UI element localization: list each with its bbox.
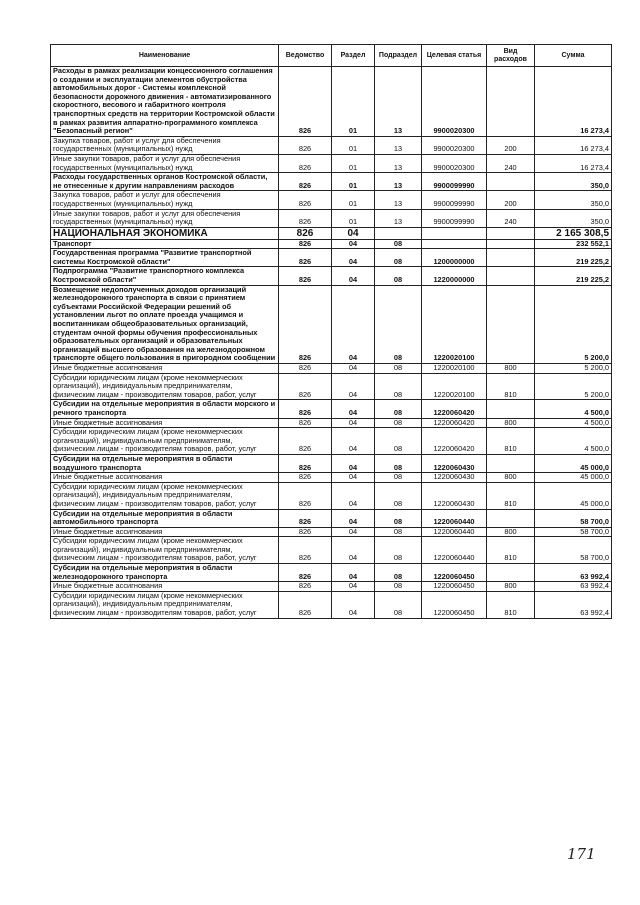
cell-dept: 826	[279, 154, 332, 172]
cell-subsection: 08	[375, 418, 422, 428]
table-row	[51, 173, 612, 191]
cell-section: 04	[332, 285, 375, 363]
cell-exp-type	[487, 239, 535, 249]
cell-target: 9900099990	[422, 191, 487, 209]
cell-subsection: 08	[375, 373, 422, 400]
cell-target: 9900020300	[422, 67, 487, 137]
cell-amount: 5 200,0	[535, 373, 612, 400]
cell-dept: 826	[279, 364, 332, 374]
cell-subsection: 13	[375, 154, 422, 172]
table-row	[51, 191, 612, 209]
cell-target: 1220000000	[422, 267, 487, 285]
cell-exp-type	[487, 285, 535, 363]
cell-subsection: 08	[375, 482, 422, 509]
cell-section: 04	[332, 267, 375, 285]
cell-subsection: 13	[375, 136, 422, 154]
cell-dept: 826	[279, 582, 332, 592]
table-row	[51, 136, 612, 154]
cell-amount: 16 273,4	[535, 67, 612, 137]
cell-name: Субсидии на отдельные мероприятия в области автомобильного транспорта	[51, 509, 279, 527]
cell-dept: 826	[279, 482, 332, 509]
cell-section: 04	[332, 454, 375, 472]
cell-section: 01	[332, 136, 375, 154]
cell-subsection: 08	[375, 249, 422, 267]
cell-amount: 5 200,0	[535, 364, 612, 374]
table-row	[51, 227, 612, 239]
cell-name: Расходы государственных органов Костромской области, не отнесенные к другим направлениям расходов	[51, 173, 279, 191]
cell-amount: 350,0	[535, 209, 612, 227]
table-row	[51, 249, 612, 267]
cell-subsection: 13	[375, 209, 422, 227]
cell-dept: 826	[279, 173, 332, 191]
header-target: Целевая статья	[422, 45, 487, 67]
budget-table	[50, 44, 612, 619]
cell-amount: 219 225,2	[535, 249, 612, 267]
cell-exp-type: 800	[487, 582, 535, 592]
cell-target: 1220060450	[422, 591, 487, 618]
cell-name: Иные закупки товаров, работ и услуг для обеспечения государственных (муниципальных) нужд	[51, 154, 279, 172]
cell-section: 04	[332, 364, 375, 374]
cell-name: Иные бюджетные ассигнования	[51, 582, 279, 592]
cell-amount: 16 273,4	[535, 154, 612, 172]
cell-dept: 826	[279, 227, 332, 239]
cell-amount: 58 700,0	[535, 527, 612, 537]
cell-exp-type	[487, 400, 535, 418]
cell-section: 04	[332, 527, 375, 537]
cell-name: Закупка товаров, работ и услуг для обеспечения государственных (муниципальных) нужд	[51, 191, 279, 209]
cell-subsection: 08	[375, 473, 422, 483]
cell-exp-type: 800	[487, 473, 535, 483]
header-subsection: Подраздел	[375, 45, 422, 67]
cell-subsection: 08	[375, 364, 422, 374]
header-dept: Ведомство	[279, 45, 332, 67]
cell-name: Субсидии юридическим лицам (кроме некоммерческих организаций), индивидуальным предпринимателям, физическим лицам - производителям товаров, работ, услуг	[51, 537, 279, 564]
cell-target	[422, 239, 487, 249]
header-exp-type: Вид расходов	[487, 45, 535, 67]
page-number: 171	[567, 845, 596, 863]
cell-amount: 45 000,0	[535, 454, 612, 472]
cell-name: Субсидии юридическим лицам (кроме некоммерческих организаций), индивидуальным предпринимателям, физическим лицам - производителям товаров, работ, услуг	[51, 428, 279, 455]
table-row	[51, 509, 612, 527]
cell-target: 1220020100	[422, 285, 487, 363]
cell-subsection: 08	[375, 428, 422, 455]
cell-name: Иные бюджетные ассигнования	[51, 364, 279, 374]
cell-subsection: 08	[375, 400, 422, 418]
cell-dept: 826	[279, 537, 332, 564]
cell-amount: 4 500,0	[535, 400, 612, 418]
cell-target: 1200000000	[422, 249, 487, 267]
cell-target: 1220020100	[422, 373, 487, 400]
cell-name: Иные закупки товаров, работ и услуг для обеспечения государственных (муниципальных) нужд	[51, 209, 279, 227]
cell-exp-type	[487, 67, 535, 137]
cell-target: 1220060450	[422, 564, 487, 582]
cell-exp-type: 810	[487, 373, 535, 400]
header-amount: Сумма	[535, 45, 612, 67]
cell-section: 04	[332, 537, 375, 564]
cell-name: Подпрограмма "Развитие транспортного комплекса Костромской области"	[51, 267, 279, 285]
cell-dept: 826	[279, 373, 332, 400]
cell-exp-type: 800	[487, 418, 535, 428]
cell-name: Иные бюджетные ассигнования	[51, 418, 279, 428]
cell-subsection: 08	[375, 509, 422, 527]
cell-target: 1220060420	[422, 428, 487, 455]
cell-name: Субсидии на отдельные мероприятия в области воздушного транспорта	[51, 454, 279, 472]
table-row	[51, 582, 612, 592]
cell-exp-type: 810	[487, 591, 535, 618]
cell-name: Транспорт	[51, 239, 279, 249]
table-row	[51, 364, 612, 374]
cell-exp-type: 240	[487, 154, 535, 172]
cell-dept: 826	[279, 209, 332, 227]
cell-name: Закупка товаров, работ и услуг для обеспечения государственных (муниципальных) нужд	[51, 136, 279, 154]
table-row	[51, 267, 612, 285]
cell-subsection: 13	[375, 173, 422, 191]
cell-name: Субсидии юридическим лицам (кроме некоммерческих организаций), индивидуальным предпринимателям, физическим лицам - производителям товаров, работ, услуг	[51, 591, 279, 618]
cell-subsection: 08	[375, 582, 422, 592]
table-body	[51, 67, 612, 619]
table-row	[51, 482, 612, 509]
cell-exp-type	[487, 454, 535, 472]
table-row	[51, 373, 612, 400]
cell-section: 01	[332, 154, 375, 172]
cell-exp-type: 810	[487, 428, 535, 455]
cell-amount: 63 992,4	[535, 591, 612, 618]
cell-amount: 16 273,4	[535, 136, 612, 154]
cell-target: 1220060430	[422, 454, 487, 472]
cell-name: Расходы в рамках реализации концессионного соглашения о создании и эксплуатации элементов обустройства автомобильных дорог - Системы комплексной безопасности дорожного движения - автоматизированного скоростного, весового и габаритного контроля транспортных средств на территории Костромской области в рамках развития аппаратно-программного комплекса "Безопасный регион"	[51, 67, 279, 137]
table-row	[51, 209, 612, 227]
table-header	[51, 45, 612, 67]
cell-subsection: 13	[375, 191, 422, 209]
cell-target: 9900020300	[422, 136, 487, 154]
cell-exp-type: 200	[487, 136, 535, 154]
cell-target: 1220060420	[422, 400, 487, 418]
cell-dept: 826	[279, 527, 332, 537]
cell-exp-type: 240	[487, 209, 535, 227]
table-row	[51, 454, 612, 472]
table-row	[51, 67, 612, 137]
cell-amount: 58 700,0	[535, 509, 612, 527]
cell-dept: 826	[279, 267, 332, 285]
cell-exp-type	[487, 249, 535, 267]
cell-subsection: 08	[375, 285, 422, 363]
cell-section: 01	[332, 191, 375, 209]
cell-name: Субсидии на отдельные мероприятия в области морского и речного транспорта	[51, 400, 279, 418]
cell-amount: 219 225,2	[535, 267, 612, 285]
cell-exp-type: 800	[487, 527, 535, 537]
cell-exp-type	[487, 267, 535, 285]
cell-subsection: 08	[375, 239, 422, 249]
cell-dept: 826	[279, 564, 332, 582]
cell-section: 04	[332, 373, 375, 400]
cell-section: 01	[332, 209, 375, 227]
cell-dept: 826	[279, 136, 332, 154]
cell-target: 1220060440	[422, 527, 487, 537]
table-row	[51, 285, 612, 363]
cell-subsection: 08	[375, 591, 422, 618]
cell-exp-type	[487, 509, 535, 527]
cell-dept: 826	[279, 418, 332, 428]
cell-exp-type	[487, 564, 535, 582]
cell-target: 1220060440	[422, 537, 487, 564]
cell-amount: 4 500,0	[535, 428, 612, 455]
cell-dept: 826	[279, 509, 332, 527]
cell-dept: 826	[279, 239, 332, 249]
cell-exp-type: 810	[487, 537, 535, 564]
cell-target: 1220060450	[422, 582, 487, 592]
cell-exp-type	[487, 227, 535, 239]
cell-section: 04	[332, 428, 375, 455]
cell-dept: 826	[279, 191, 332, 209]
cell-amount: 232 552,1	[535, 239, 612, 249]
table-row	[51, 400, 612, 418]
cell-dept: 826	[279, 473, 332, 483]
cell-name: Возмещение недополученных доходов организаций железнодорожного транспорта в связи с принятием субъектами Российской Федерации решений об установлении льгот по оплате проезда учащимся и воспитанникам общеобразовательных организаций, студентам очной формы обучения профессиональных образовательных организаций и образовательных организаций высшего образования на железнодорожном транспорте общего пользования в пригородном сообщении	[51, 285, 279, 363]
cell-target: 1220060430	[422, 473, 487, 483]
cell-target: 9900020300	[422, 154, 487, 172]
cell-subsection: 08	[375, 537, 422, 564]
table-row	[51, 537, 612, 564]
cell-subsection: 13	[375, 67, 422, 137]
cell-dept: 826	[279, 67, 332, 137]
cell-section: 04	[332, 400, 375, 418]
cell-section: 04	[332, 582, 375, 592]
cell-exp-type	[487, 173, 535, 191]
cell-amount: 2 165 308,5	[535, 227, 612, 239]
cell-section: 01	[332, 67, 375, 137]
table-row	[51, 564, 612, 582]
cell-target: 1220060430	[422, 482, 487, 509]
cell-amount: 5 200,0	[535, 285, 612, 363]
cell-exp-type: 200	[487, 191, 535, 209]
table-row	[51, 428, 612, 455]
cell-amount: 63 992,4	[535, 582, 612, 592]
cell-section: 04	[332, 591, 375, 618]
cell-name: Иные бюджетные ассигнования	[51, 473, 279, 483]
cell-subsection: 08	[375, 564, 422, 582]
cell-target: 1220060420	[422, 418, 487, 428]
cell-dept: 826	[279, 285, 332, 363]
cell-subsection: 08	[375, 454, 422, 472]
cell-subsection: 08	[375, 527, 422, 537]
cell-name: Субсидии юридическим лицам (кроме некоммерческих организаций), индивидуальным предпринимателям, физическим лицам - производителям товаров, работ, услуг	[51, 482, 279, 509]
cell-section: 04	[332, 239, 375, 249]
cell-dept: 826	[279, 428, 332, 455]
cell-name: Иные бюджетные ассигнования	[51, 527, 279, 537]
cell-name: Субсидии юридическим лицам (кроме некоммерческих организаций), индивидуальным предпринимателям, физическим лицам - производителям товаров, работ, услуг	[51, 373, 279, 400]
cell-subsection: 08	[375, 267, 422, 285]
cell-name: НАЦИОНАЛЬНАЯ ЭКОНОМИКА	[51, 227, 279, 239]
cell-section: 04	[332, 564, 375, 582]
cell-exp-type: 800	[487, 364, 535, 374]
header-name: Наименование	[51, 45, 279, 67]
cell-subsection	[375, 227, 422, 239]
header-section: Раздел	[332, 45, 375, 67]
table-row	[51, 154, 612, 172]
cell-amount: 350,0	[535, 173, 612, 191]
cell-amount: 350,0	[535, 191, 612, 209]
cell-dept: 826	[279, 591, 332, 618]
cell-amount: 63 992,4	[535, 564, 612, 582]
cell-target: 9900099990	[422, 209, 487, 227]
cell-amount: 45 000,0	[535, 473, 612, 483]
cell-amount: 58 700,0	[535, 537, 612, 564]
cell-dept: 826	[279, 249, 332, 267]
cell-target: 1220020100	[422, 364, 487, 374]
cell-dept: 826	[279, 454, 332, 472]
cell-section: 04	[332, 227, 375, 239]
cell-section: 04	[332, 509, 375, 527]
cell-section: 04	[332, 473, 375, 483]
cell-section: 01	[332, 173, 375, 191]
cell-target: 9900099990	[422, 173, 487, 191]
cell-target	[422, 227, 487, 239]
table-row	[51, 591, 612, 618]
table-row	[51, 473, 612, 483]
cell-name: Субсидии на отдельные мероприятия в области железнодорожного транспорта	[51, 564, 279, 582]
cell-dept: 826	[279, 400, 332, 418]
cell-exp-type: 810	[487, 482, 535, 509]
cell-section: 04	[332, 482, 375, 509]
cell-section: 04	[332, 418, 375, 428]
cell-amount: 45 000,0	[535, 482, 612, 509]
cell-section: 04	[332, 249, 375, 267]
cell-amount: 4 500,0	[535, 418, 612, 428]
cell-name: Государственная программа "Развитие транспортной системы Костромской области"	[51, 249, 279, 267]
cell-target: 1220060440	[422, 509, 487, 527]
